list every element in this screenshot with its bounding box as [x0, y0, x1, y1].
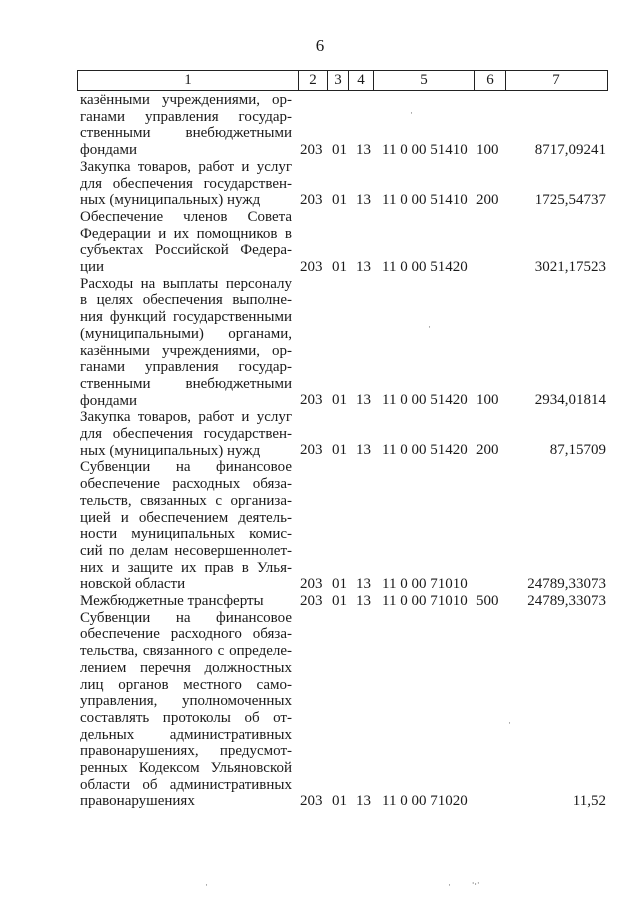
row-description [80, 409, 292, 459]
description-line: для обеспечения государствен- [80, 426, 292, 442]
amount: 3021,17523 [534, 258, 606, 275]
row-description [80, 610, 292, 810]
scan-speck: · [448, 880, 451, 890]
section-code: 01 [332, 191, 347, 208]
subsection-code: 13 [356, 575, 371, 592]
description-line: Закупка товаров, работ и услуг [80, 158, 292, 175]
target-article-code: 11 0 00 71010 [382, 575, 468, 592]
description-line: тельств, связанных с организа- [80, 492, 292, 509]
target-article-code: 11 0 00 51420 [382, 258, 468, 275]
description-line: тельства, связанного с определе- [80, 643, 292, 660]
header-col-3: 3 [334, 72, 342, 88]
description-line: ных (муниципальных) нужд [80, 192, 261, 209]
table-row [0, 159, 640, 209]
header-col-6: 6 [486, 72, 494, 88]
section-code: 01 [332, 592, 347, 609]
description-line: цией и обеспечением деятель- [80, 509, 292, 526]
section-code: 01 [332, 141, 347, 158]
subsection-code: 13 [356, 141, 371, 158]
scan-speck: · [508, 718, 511, 728]
subsection-code: 13 [356, 191, 371, 208]
table-row [0, 610, 640, 810]
description-line: Субвенции на финансовое [80, 609, 292, 626]
description-line: дельных административных [80, 726, 292, 743]
row-description [80, 159, 292, 209]
description-line: ственными внебюджетными [80, 125, 292, 142]
section-code: 01 [332, 442, 347, 459]
header-col-1: 1 [184, 72, 192, 88]
subsection-code: 13 [356, 793, 371, 810]
admin-code: 203 [300, 141, 323, 158]
row-description [80, 276, 292, 410]
table-row [0, 409, 640, 459]
subsection-code: 13 [356, 392, 371, 409]
subsection-code: 13 [356, 442, 371, 459]
description-line: Обеспечение членов Совета [80, 208, 292, 225]
scan-speck: · [205, 880, 208, 890]
description-line: обеспечение расходного обяза- [80, 626, 292, 643]
section-code: 01 [332, 258, 347, 275]
row-description [80, 209, 292, 276]
admin-code: 203 [300, 442, 323, 459]
expense-type-code: 100 [476, 392, 499, 409]
admin-code: 203 [300, 592, 323, 609]
target-article-code: 11 0 00 51420 [382, 392, 468, 409]
description-line: субъектах Российской Федера- [80, 242, 292, 259]
amount: 24789,33073 [527, 592, 606, 609]
header-col-7: 7 [552, 72, 560, 88]
target-article-code: 11 0 00 71020 [382, 793, 468, 810]
section-code: 01 [332, 392, 347, 409]
admin-code: 203 [300, 575, 323, 592]
header-col-5: 5 [420, 72, 428, 88]
target-article-code: 11 0 00 71010 [382, 592, 468, 609]
scan-speck: · [428, 322, 431, 332]
description-line: новской области [80, 576, 186, 593]
table-row [0, 209, 640, 276]
admin-code: 203 [300, 793, 323, 810]
description-line: ности муниципальных комис- [80, 526, 292, 543]
description-line: Закупка товаров, работ и услуг [80, 409, 292, 426]
target-article-code: 11 0 00 51410 [382, 141, 468, 158]
scan-speck: · [410, 108, 413, 118]
table-row [0, 459, 640, 593]
expense-type-code: 200 [476, 191, 499, 208]
description-line: Федерации и их помощников в [80, 225, 292, 242]
description-line: ния функций государственными [80, 309, 292, 326]
row-description [80, 593, 292, 610]
amount: 24789,33073 [527, 575, 606, 592]
admin-code: 203 [300, 258, 323, 275]
section-code: 01 [332, 793, 347, 810]
description-line: ственными внебюджетными [80, 375, 292, 392]
description-line: правонарушениях [80, 793, 195, 810]
description-line: сий по делам несовершеннолет- [80, 542, 292, 559]
target-article-code: 11 0 00 51410 [382, 191, 468, 208]
table-row [0, 593, 640, 610]
description-line: управления, уполномоченных [80, 693, 292, 710]
description-line: правонарушениях, предусмот- [80, 743, 292, 760]
expense-type-code: 200 [476, 442, 499, 459]
description-line: (муниципальными) органами, [80, 325, 292, 342]
admin-code: 203 [300, 191, 323, 208]
amount: 2934,01814 [534, 392, 606, 409]
description-line: Субвенции на финансовое [80, 459, 292, 476]
description-line: казёнными учреждениями, ор- [80, 92, 292, 108]
description-line: составлять протоколы об от- [80, 709, 292, 726]
description-line: них и защите их прав в Улья- [80, 559, 292, 576]
header-col-4: 4 [357, 72, 365, 88]
header-col-2: 2 [309, 72, 317, 88]
description-line: обеспечение расходных обяза- [80, 476, 292, 493]
description-line: ганами управления государ- [80, 108, 292, 125]
description-line: области об административных [80, 776, 292, 793]
description-line: казёнными учреждениями, ор- [80, 342, 292, 359]
description-line: Расходы на выплаты персоналу [80, 275, 292, 292]
description-line: в целях обеспечения выполне- [80, 292, 292, 309]
amount: 11,52 [572, 793, 606, 810]
subsection-code: 13 [356, 258, 371, 275]
table-row [0, 92, 640, 159]
description-line: лением перечня должностных [80, 659, 292, 676]
scan-speck: ⸱⸳· [472, 878, 480, 888]
amount: 87,15709 [549, 442, 606, 459]
description-line: ции [80, 259, 105, 275]
description-line: фондами [80, 392, 138, 409]
amount: 1725,54737 [534, 191, 606, 208]
expense-type-code: 500 [476, 592, 499, 609]
section-code: 01 [332, 575, 347, 592]
amount: 8717,09241 [534, 141, 606, 158]
row-description [80, 459, 292, 593]
admin-code: 203 [300, 392, 323, 409]
description-line: Межбюджетные трансферты [80, 593, 264, 609]
description-line: ных (муниципальных) нужд [80, 442, 261, 459]
description-line: ренных Кодексом Ульяновской [80, 760, 292, 777]
description-line: лиц органов местного само- [80, 676, 292, 693]
expense-type-code: 100 [476, 141, 499, 158]
table-row [0, 276, 640, 410]
row-description [80, 92, 292, 159]
page-number: 6 [315, 36, 325, 55]
subsection-code: 13 [356, 592, 371, 609]
target-article-code: 11 0 00 51420 [382, 442, 468, 459]
description-line: для обеспечения государствен- [80, 175, 292, 192]
description-line: фондами [80, 142, 138, 159]
description-line: ганами управления государ- [80, 359, 292, 376]
